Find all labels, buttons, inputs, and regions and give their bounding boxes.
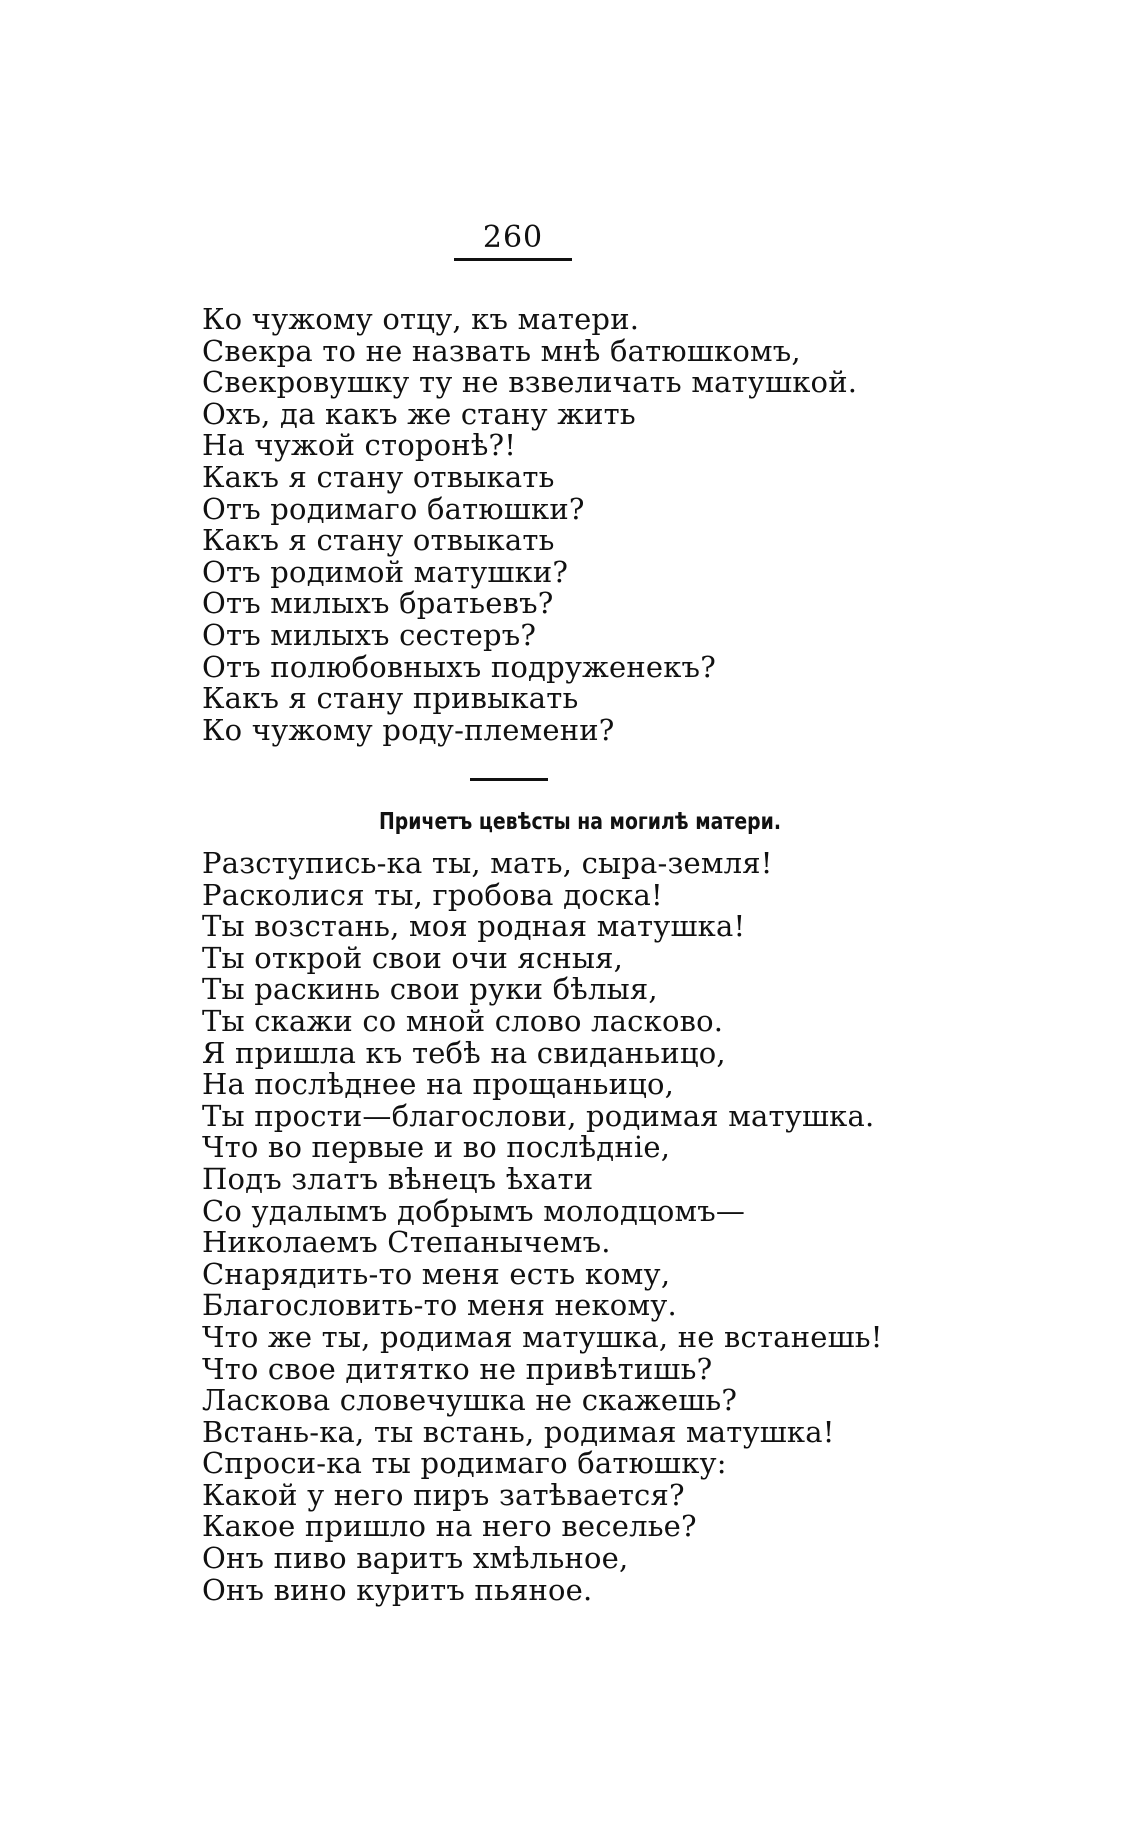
verse-line: Отъ милыхъ братьевъ? [202, 586, 554, 621]
page-number-underline [454, 258, 572, 261]
verse-line: Благословить-то меня некому. [202, 1288, 677, 1323]
verse-line: Встань-ка, ты встань, родимая матушка! [202, 1414, 835, 1449]
verse-line: Ты возстань, моя родная матушка! [202, 909, 746, 944]
verse-line: Что же ты, родимая матушка, не встанешь! [202, 1319, 883, 1354]
verse-line: Какъ я стану отвыкать [202, 523, 555, 558]
verse-line: Я пришла къ тебѣ на свиданьицо, [202, 1035, 726, 1070]
page-number-block [454, 222, 572, 261]
verse-line: Свекровушку ту не взвеличать матушкой. [202, 365, 858, 400]
verse-line: Что свое дитятко не привѣтишь? [202, 1351, 713, 1386]
verse-line: Николаемъ Степанычемъ. [202, 1225, 611, 1260]
verse-line: Онъ вино куритъ пьяное. [202, 1572, 593, 1607]
verse-line: Какой у него пиръ затѣвается? [202, 1477, 685, 1512]
verse-line: Ты открой свои очи ясныя, [202, 940, 624, 975]
verse-line: Со удалымъ добрымъ молодцомъ— [202, 1193, 746, 1228]
stanza-1 [202, 304, 962, 746]
verse-line: Ко чужому отцу, къ матери. [202, 302, 640, 336]
verse-line: Подъ златъ вѣнецъ ѣхати [202, 1161, 594, 1196]
verse-line: Ты раскинь свои руки бѣлыя, [202, 972, 658, 1007]
verse-line: На чужой сторонѣ?! [202, 428, 517, 463]
section-heading: Причетъ цевѣсты на могилѣ матери. [378, 809, 781, 835]
verse-line: Отъ родимаго батюшки? [202, 491, 585, 526]
verse-line: Разступись-ка ты, мать, сыра-земля! [202, 846, 773, 880]
verse-line: Отъ милыхъ сестеръ? [202, 617, 537, 652]
verse-line: Охъ, да какъ же стану жить [202, 396, 636, 431]
verse-line: Отъ родимой матушки? [202, 554, 569, 589]
verse-line: Ты скажи со мной слово ласково. [202, 1003, 724, 1038]
page-number: 260 [482, 220, 544, 255]
stanza-2 [202, 848, 962, 1606]
verse-line: Свекра то не назвать мнѣ батюшкомъ, [202, 333, 801, 368]
verse-line: Спроси-ка ты родимаго батюшку: [202, 1446, 727, 1481]
verse-line: Онъ пиво варитъ хмѣльное, [202, 1541, 629, 1576]
verse-line: Расколися ты, гробова доска! [202, 877, 663, 912]
verse-line: Снарядить-то меня есть кому, [202, 1256, 671, 1291]
verse-line: Отъ полюбовныхъ подруженекъ? [202, 649, 716, 684]
verse-line: Ласкова словечушка не скажешь? [202, 1383, 738, 1418]
verse-line: Какъ я стану привыкать [202, 681, 579, 716]
verse-line: Какое пришло на него веселье? [202, 1509, 697, 1544]
verse-line: Какъ я стану отвыкать [202, 459, 555, 494]
verse-line: На послѣднее на прощаньицо, [202, 1067, 675, 1102]
section-divider [470, 778, 548, 781]
verse-line: Что во первые и во послѣдніе, [202, 1130, 671, 1165]
verse-line: Ты прости—благослови, родимая матушка. [202, 1098, 875, 1133]
verse-line: Ко чужому роду-племени? [202, 712, 615, 747]
